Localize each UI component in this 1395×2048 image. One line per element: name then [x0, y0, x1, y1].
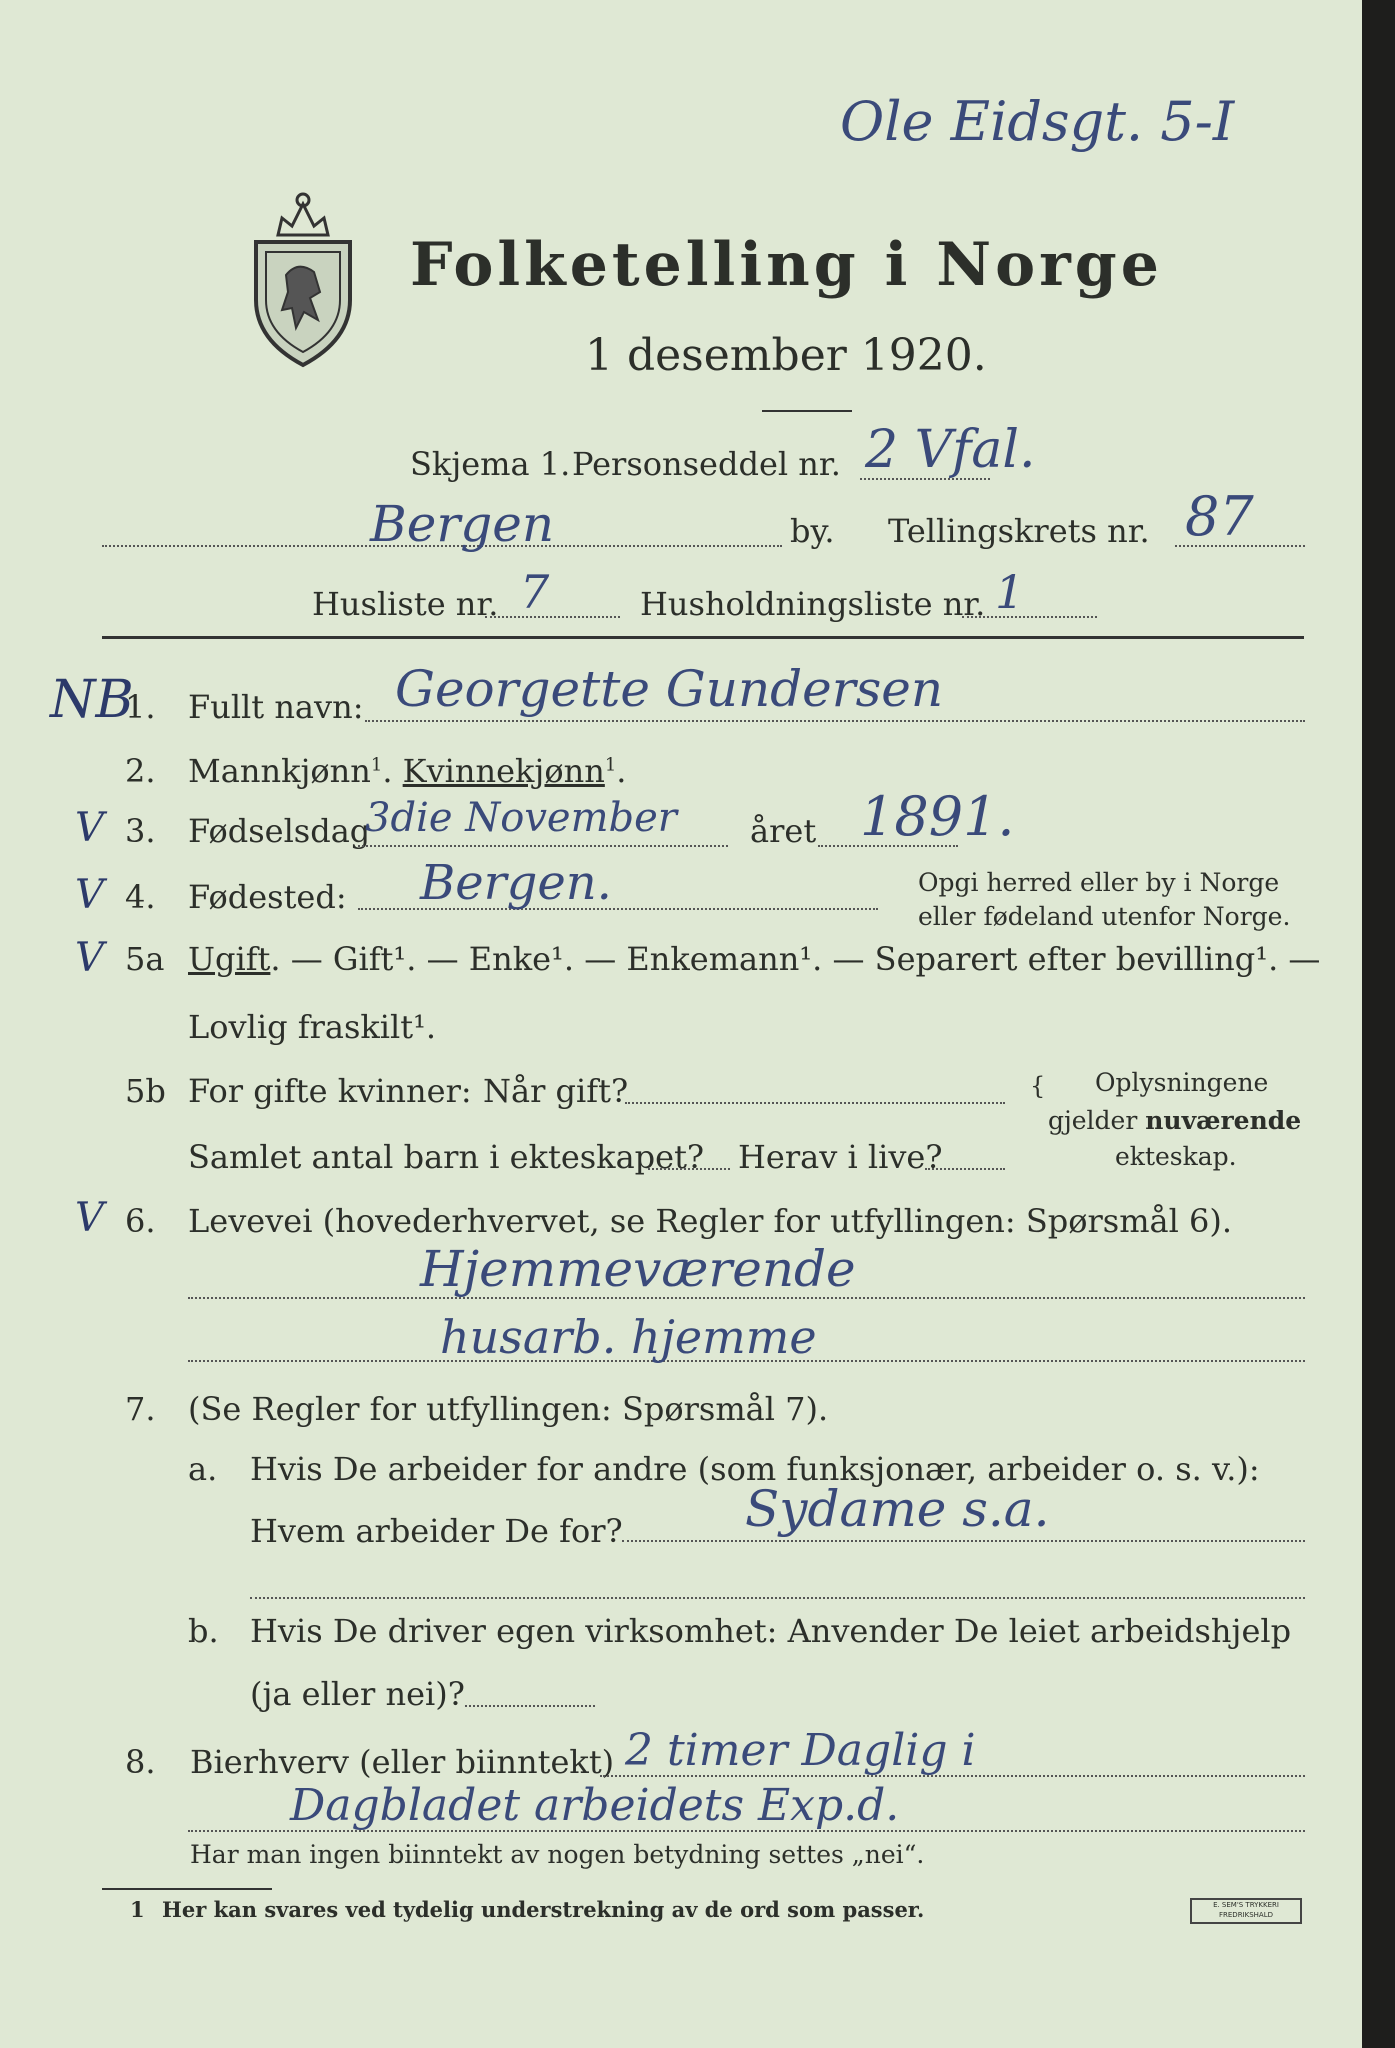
- q5b-note-2a: gjelder: [1048, 1106, 1138, 1135]
- footnote-mark: 1: [130, 1897, 145, 1922]
- q4-note-2: eller fødeland utenfor Norge.: [918, 902, 1291, 931]
- check-mark-q3: V: [75, 805, 104, 851]
- q8-note: Har man ingen biinntekt av nogen betydning settes „nei“.: [190, 1840, 925, 1869]
- q1-full-name: Georgette Gundersen: [395, 660, 944, 718]
- personseddel-label: Personseddel nr.: [572, 445, 841, 483]
- q4-number: 4.: [125, 878, 156, 916]
- q8-label: Bierhverv (eller biinntekt): [190, 1743, 615, 1781]
- tellingskrets-value: 87: [1185, 485, 1254, 548]
- husliste-value: 7: [520, 565, 550, 619]
- q7a-letter: a.: [188, 1450, 218, 1488]
- q7a-line-2: [250, 1597, 1305, 1599]
- nb-margin-mark: NB: [50, 670, 134, 730]
- q3-birth-year: 1891.: [860, 785, 1015, 848]
- husliste-label: Husliste nr.: [312, 585, 499, 623]
- q6-value-1: Hjemmeværende: [420, 1240, 856, 1298]
- q3-birth-day: 3die November: [365, 795, 677, 841]
- husliste-line: [485, 616, 620, 618]
- q5b-note-1: Oplysningene: [1095, 1068, 1269, 1097]
- footnote-text: Her kan svares ved tydelig understrekning av de ord som passer.: [162, 1897, 925, 1922]
- q7b-letter: b.: [188, 1612, 219, 1650]
- q5b-naar-gift: Når gift?: [483, 1072, 629, 1110]
- q5a-line-2: Lovlig fraskilt¹.: [188, 1008, 437, 1046]
- page-title: Folketelling i Norge: [410, 230, 1163, 300]
- q2-end: .: [616, 752, 627, 790]
- tellingskrets-label: Tellingskrets nr.: [888, 512, 1150, 550]
- q5b-note-2: [1048, 1106, 1301, 1135]
- q2-sup-a: 1: [370, 754, 383, 776]
- city-value: Bergen: [370, 495, 555, 553]
- title-divider: [762, 410, 852, 412]
- q4-label: Fødested:: [188, 878, 347, 916]
- q5b-note-2b: nuværende: [1145, 1106, 1302, 1135]
- q8-value-1: 2 timer Daglig i: [625, 1725, 976, 1776]
- q5b-number: 5b: [125, 1072, 166, 1110]
- q7a-question: Hvem arbeider De for?: [250, 1512, 623, 1550]
- q7-number: 7.: [125, 1390, 156, 1428]
- q1-line: [365, 720, 1305, 722]
- q5a-ugift: Ugift: [188, 940, 271, 978]
- q1-number: 1.: [125, 688, 156, 726]
- husholdning-line: [962, 616, 1097, 618]
- q6-label: Levevei (hovederhvervet, se Regler for utfyllingen: Spørsmål 6).: [188, 1202, 1233, 1240]
- q5b-herav: Herav i live?: [738, 1138, 943, 1176]
- q3-aret-label: året: [750, 812, 817, 850]
- q4-birth-place: Bergen.: [420, 855, 612, 911]
- footnote-divider: [102, 1888, 272, 1890]
- q7b-line: [465, 1705, 595, 1707]
- personseddel-value: 2 Vfal.: [865, 420, 1036, 480]
- q6-value-2: husarb. hjemme: [440, 1310, 817, 1364]
- check-mark-q5a: V: [75, 935, 104, 981]
- q3-label: Fødselsdag: [188, 812, 371, 850]
- q5b-samlet: Samlet antal barn i ekteskapet?: [188, 1138, 705, 1176]
- q7-label: (Se Regler for utfyllingen: Spørsmål 7).: [188, 1390, 829, 1428]
- q7a-line: [622, 1540, 1305, 1542]
- q3-day-line: [358, 845, 728, 847]
- by-label: by.: [790, 512, 835, 550]
- q5a-other-options: . — Gift¹. — Enke¹. — Enkemann¹. — Separert efter bevilling¹. —: [270, 940, 1321, 978]
- q5b-bracket: {: [1030, 1072, 1046, 1100]
- q2-mannkjonn: Mannkjønn: [188, 752, 371, 790]
- q5b-samlet-line: [648, 1168, 730, 1170]
- q2-number: 2.: [125, 752, 156, 790]
- census-date: 1 desember 1920.: [585, 330, 987, 381]
- husholdning-value: 1: [995, 565, 1025, 619]
- q5b-note-3: ekteskap.: [1115, 1142, 1237, 1171]
- q2-sup-b: 1: [604, 754, 617, 776]
- q5b-herav-line: [925, 1168, 1005, 1170]
- check-mark-q4: V: [75, 872, 104, 918]
- header-divider: [102, 636, 1304, 639]
- q5a-number: 5a: [125, 940, 165, 978]
- check-mark-q6: V: [75, 1195, 104, 1241]
- q5b-naar-line: [625, 1102, 1005, 1104]
- q4-note-1: Opgi herred eller by i Norge: [918, 868, 1280, 897]
- q7a-text: Hvis De arbeider for andre (som funksjonær, arbeider o. s. v.):: [250, 1450, 1260, 1488]
- q1-label: Fullt navn:: [188, 688, 364, 726]
- schema-label: Skjema 1.: [410, 445, 571, 483]
- q5b-label: For gifte kvinner:: [188, 1072, 472, 1110]
- corner-address-note: Ole Eidsgt. 5-I: [840, 90, 1235, 153]
- q3-number: 3.: [125, 812, 156, 850]
- q2-kvinnekjonn: Kvinnekjønn: [402, 752, 605, 790]
- q2-separator: .: [382, 752, 403, 790]
- q7b-question: (ja eller nei)?: [250, 1675, 465, 1713]
- q5a-options: [188, 940, 1320, 978]
- coat-of-arms-icon: [248, 180, 358, 370]
- printer-stamp: E. SEM'S TRYKKERI FREDRIKSHALD: [1190, 1898, 1302, 1924]
- husholdning-label: Husholdningsliste nr.: [640, 585, 986, 623]
- q7a-employer: Sydame s.a.: [745, 1480, 1050, 1538]
- q7b-text: Hvis De driver egen virksomhet: Anvender De leiet arbeidshjelp: [250, 1612, 1292, 1650]
- q8-value-2: Dagbladet arbeidets Exp.d.: [290, 1780, 900, 1831]
- q6-number: 6.: [125, 1202, 156, 1240]
- q8-number: 8.: [125, 1743, 156, 1781]
- q2-options: [188, 752, 626, 790]
